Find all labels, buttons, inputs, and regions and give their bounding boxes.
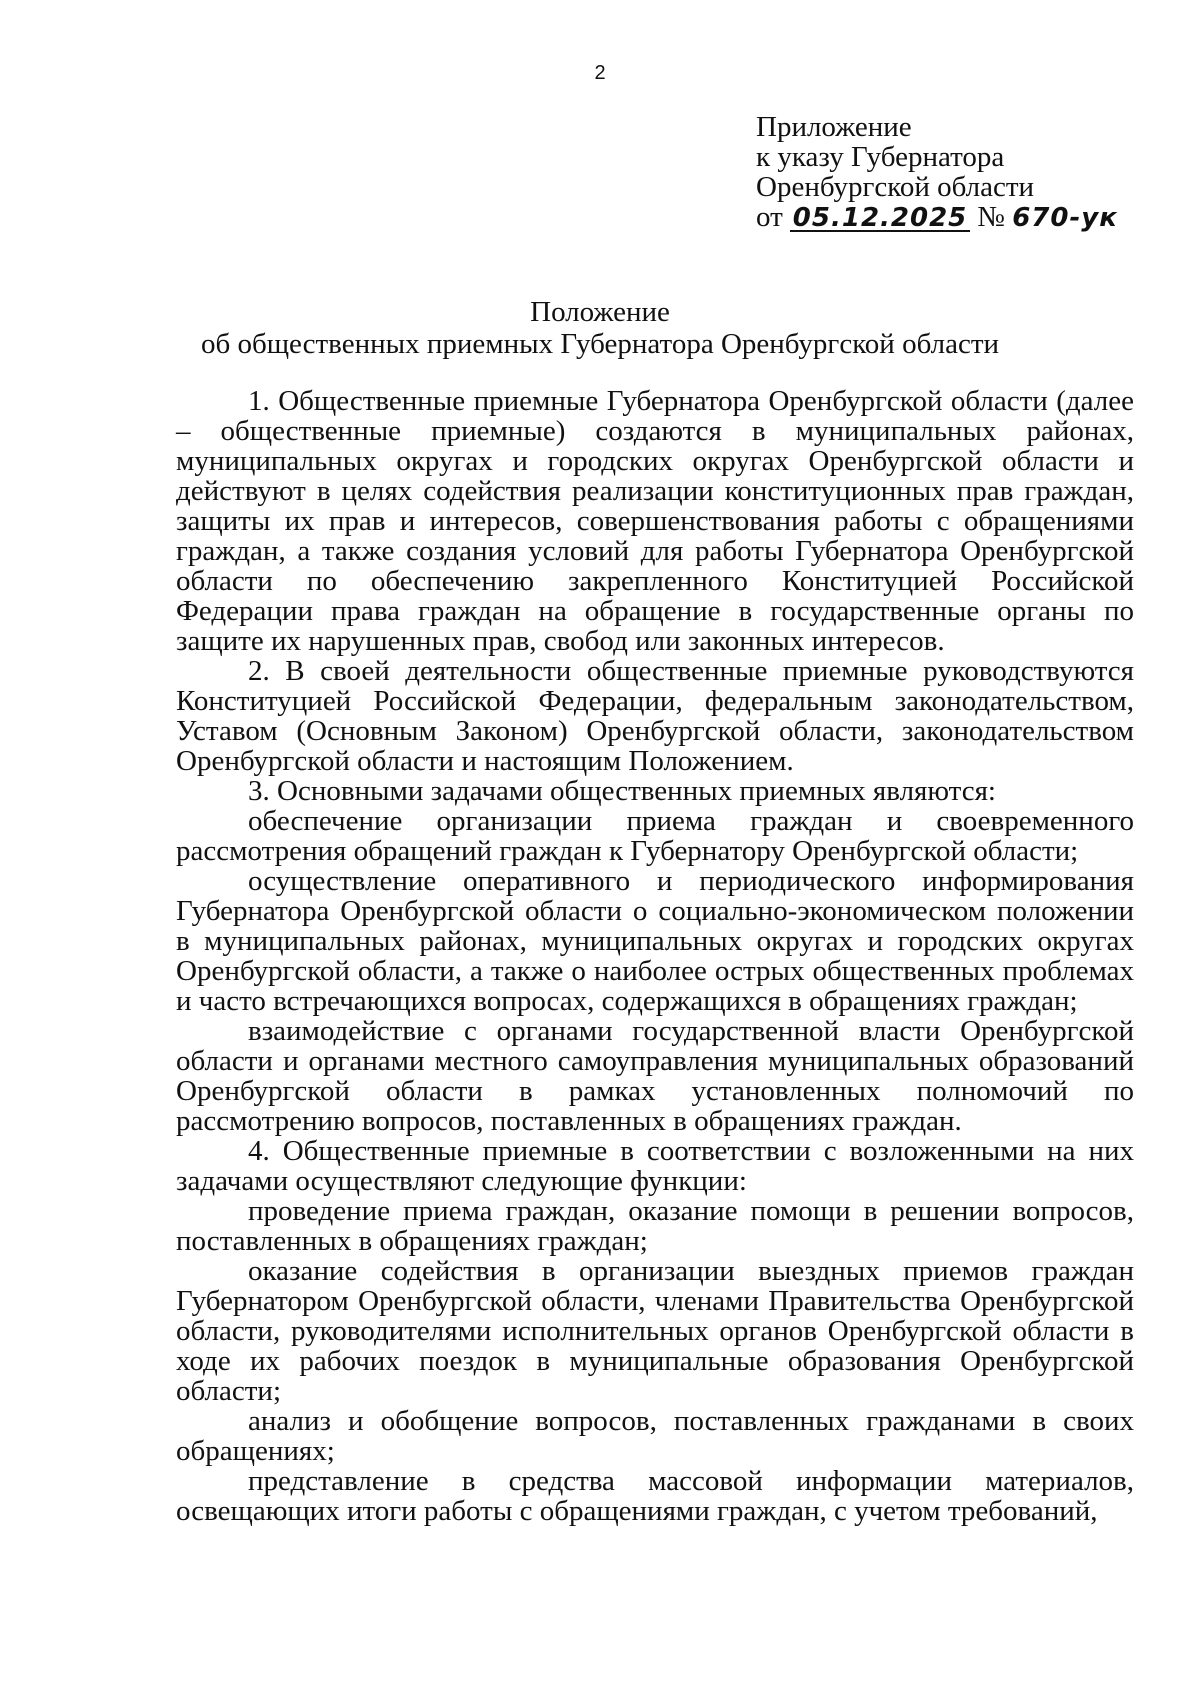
annex-header — [756, 112, 1130, 232]
paragraph-3-item-3: взаимодействие с органами государственной власти Оренбургской области и органами местного самоуправления муниципальных образований Оренбургской области в рамках установленных полномочий по рассмотрению вопросов, поставленных в обращениях граждан. — [176, 1015, 1134, 1137]
annex-line-1: Приложение — [756, 111, 912, 143]
paragraph-3: 3. Основными задачами общественных приемных являются: — [248, 775, 996, 807]
title-line-2: об общественных приемных Губернатора Оренбургской области — [200, 328, 1000, 360]
document-title — [0, 296, 1200, 360]
handwritten-number: 670-ук — [1012, 203, 1118, 233]
annex-date-number-line — [756, 202, 1130, 232]
from-label: от — [756, 201, 783, 233]
document-body — [176, 386, 1134, 1526]
paragraph-4: 4. Общественные приемные в соответствии с возложенными на них задачами осуществляют следующие функции: — [176, 1135, 1134, 1197]
paragraph-4-item-4: представление в средства массовой информации материалов, освещающих итоги работы с обращениями граждан, с учетом требований, — [176, 1465, 1134, 1527]
paragraph-3-item-1: обеспечение организации приема граждан и своевременного рассмотрения обращений граждан к Губернатору Оренбургской области; — [176, 805, 1134, 867]
paragraph-4-item-1: проведение приема граждан, оказание помощи в решении вопросов, поставленных в обращениях граждан; — [176, 1195, 1134, 1257]
annex-line-3: Оренбургской области — [756, 171, 1035, 203]
paragraph-4-item-2: оказание содействия в организации выездных приемов граждан Губернатором Оренбургской области, членами Правительства Оренбургской области, руководителями исполнительных органов Оренбургской области в ходе их рабочих поездок в муниципальные образования Оренбургской области; — [176, 1255, 1134, 1407]
title-line-1: Положение — [530, 296, 670, 328]
paragraph-2: 2. В своей деятельности общественные приемные руководствуются Конституцией Российской Федерации, федеральным законодательством, Уставом (Основным Законом) Оренбургской области, законодательством Оренбургской области и настоящим Положением. — [176, 655, 1134, 777]
paragraph-3-item-2: осуществление оперативного и периодического информирования Губернатора Оренбургской области о социально-экономическом положении в муниципальных районах, муниципальных округах и городских округах Оренбургской области, а также о наиболее острых общественных проблемах и часто встречающихся вопросах, содержащихся в обращениях граждан; — [176, 865, 1134, 1017]
paragraph-1: 1. Общественные приемные Губернатора Оренбургской области (далее – общественные приемные) создаются в муниципальных районах, муниципальных округах и городских округах Оренбургской области и действуют в целях содействия реализации конституционных прав граждан, защиты их прав и интересов, совершенствования работы с обращениями граждан, а также создания условий для работы Губернатора Оренбургской области по обеспечению закрепленного Конституцией Российской Федерации права граждан на обращение в государственные органы по защите их нарушенных прав, свобод или законных интересов. — [176, 385, 1134, 657]
number-label: № — [977, 201, 1005, 233]
handwritten-date: 05.12.2025 — [790, 206, 970, 232]
page-number: 2 — [594, 62, 606, 84]
annex-line-2: к указу Губернатора — [756, 141, 1005, 173]
paragraph-4-item-3: анализ и обобщение вопросов, поставленных гражданами в своих обращениях; — [176, 1405, 1134, 1467]
